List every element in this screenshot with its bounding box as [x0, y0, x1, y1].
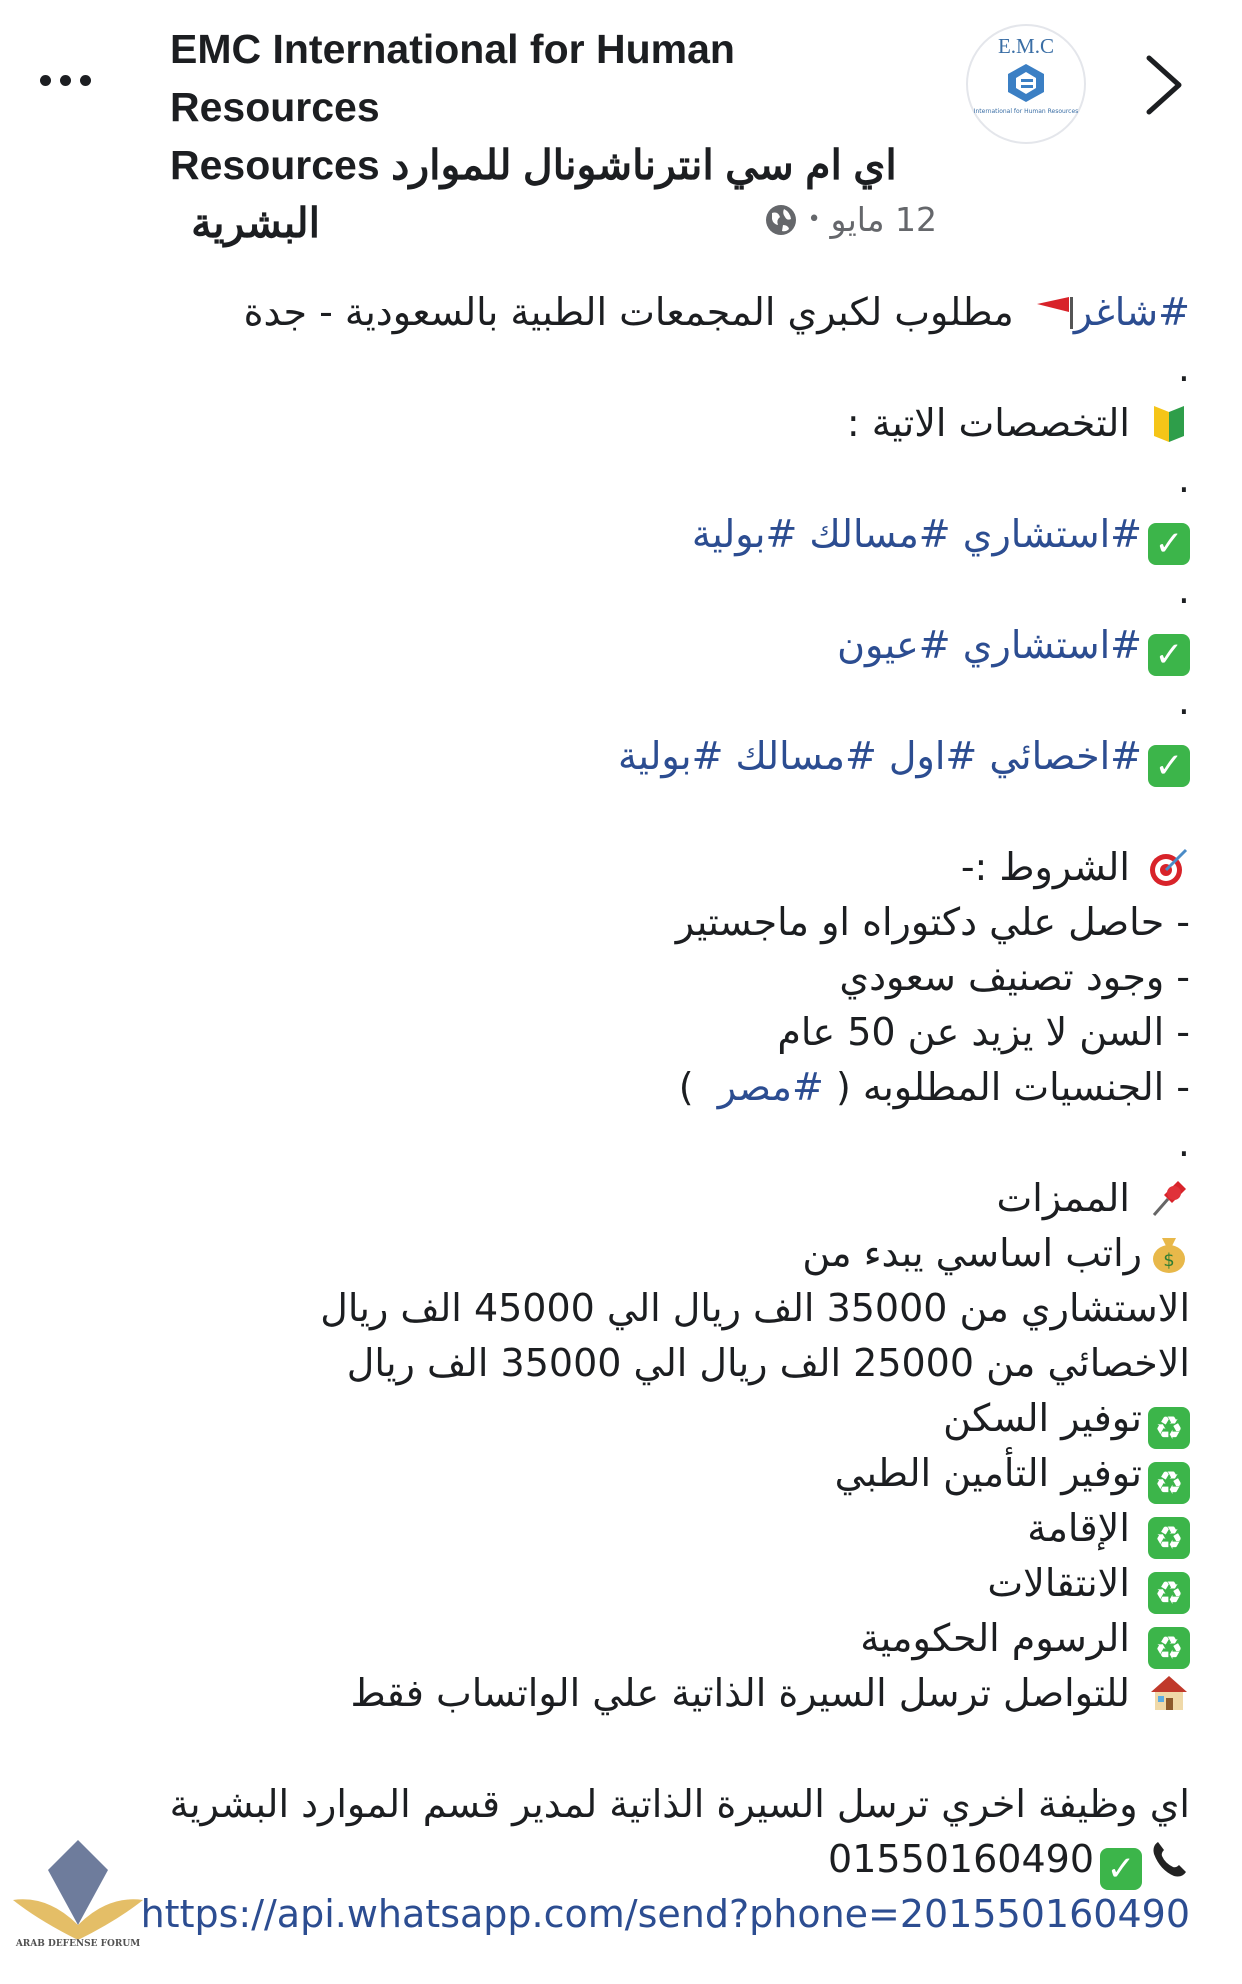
benefits-title-text: الممزات — [996, 1176, 1130, 1220]
specialty-hashtags[interactable]: #استشاري #مسالك #بولية — [691, 512, 1142, 556]
separator-dot: . — [1177, 457, 1190, 501]
salary-intro-text: راتب اساسي يبدء من — [802, 1231, 1142, 1275]
separator-dot: . — [1177, 346, 1190, 390]
pushpin-icon — [1148, 1177, 1190, 1219]
benefit-item — [80, 1501, 1190, 1556]
whatsapp-link[interactable]: https://api.whatsapp.com/send?phone=201550160490 — [140, 1892, 1190, 1936]
benefit-text: توفير التأمين الطبي — [834, 1451, 1142, 1495]
benefit-text: الإقامة — [1027, 1506, 1130, 1550]
post-title-line — [80, 285, 1190, 340]
page-name-ar-2: البشرية — [191, 200, 320, 246]
benefit-text: الرسوم الحكومية — [860, 1616, 1130, 1660]
contact-text: للتواصل ترسل السيرة الذاتية علي الواتساب فقط — [350, 1671, 1130, 1715]
chevron-right-icon[interactable] — [1135, 50, 1195, 120]
globe-icon — [764, 203, 798, 237]
specialty-2 — [80, 618, 1190, 673]
phone-icon — [1148, 1838, 1190, 1880]
hashtag-link[interactable]: #مصر — [717, 1065, 824, 1109]
recycle-icon: ♻ — [1148, 1407, 1190, 1449]
post-header — [0, 0, 1242, 260]
other-job-text: اي وظيفة اخري ترسل السيرة الذاتية لمدير قسم الموارد البشرية — [169, 1782, 1190, 1826]
post-meta: 12 مايو • — [764, 200, 937, 239]
benefit-item — [80, 1391, 1190, 1446]
page-avatar[interactable] — [966, 24, 1086, 144]
target-icon — [1148, 846, 1190, 888]
watermark-text: ARAB DEFENSE FORUM — [15, 1939, 141, 1949]
phone-number[interactable]: 01550160490 — [828, 1837, 1094, 1881]
post-body — [80, 285, 1190, 1942]
watermark-logo — [8, 1830, 148, 1980]
phone-line — [80, 1832, 1190, 1887]
recycle-icon: ♻ — [1148, 1572, 1190, 1614]
check-mark-icon: ✓ — [1148, 634, 1190, 676]
condition-item: - حاصل علي دكتوراه او ماجستير — [675, 900, 1190, 944]
house-icon — [1148, 1672, 1190, 1714]
more-dots-icon[interactable] — [40, 60, 110, 100]
money-bag-icon — [1148, 1232, 1190, 1274]
page-name[interactable]: EMC International for Human Resources Resources اي ام سي انترناشونال للموارد البشرية — [170, 20, 940, 252]
benefit-item — [80, 1446, 1190, 1501]
check-mark-icon: ✓ — [1148, 745, 1190, 787]
whatsapp-line — [80, 1887, 1190, 1942]
specialty-1 — [80, 507, 1190, 562]
benefit-item — [80, 1611, 1190, 1666]
check-mark-icon: ✓ — [1148, 523, 1190, 565]
cube-logo-icon — [1006, 62, 1046, 104]
conditions-title — [80, 840, 1190, 895]
post-date[interactable]: 12 مايو — [830, 200, 937, 239]
logo-subtitle: International for Human Resources — [973, 108, 1079, 115]
logo-abbr: E.M.C — [997, 34, 1054, 58]
recycle-icon: ♻ — [1148, 1627, 1190, 1669]
contact-line — [80, 1666, 1190, 1721]
specialty-hashtags[interactable]: #اخصائي #اول #مسالك #بولية — [617, 734, 1142, 778]
salary-intro — [80, 1226, 1190, 1281]
separator-dot: . — [1177, 679, 1190, 723]
benefit-item — [80, 1556, 1190, 1611]
recycle-icon: ♻ — [1148, 1462, 1190, 1504]
specialties-title — [80, 396, 1190, 451]
conditions-title-text: الشروط :- — [960, 845, 1130, 889]
benefits-title — [80, 1171, 1190, 1226]
check-mark-icon: ✓ — [1100, 1848, 1142, 1890]
beginner-badge-icon — [1148, 402, 1190, 444]
condition-item: - وجود تصنيف سعودي — [839, 955, 1190, 999]
page-name-en: EMC International for Human Resources — [170, 26, 735, 130]
page-name-ar-1: اي ام سي انترناشونال للموارد — [391, 142, 897, 188]
benefit-text: توفير السكن — [943, 1396, 1142, 1440]
condition-item: - السن لا يزيد عن 50 عام — [777, 1010, 1190, 1054]
salary-specialist: الاخصائي من 25000 الف ريال الي 35000 الف ريال — [346, 1341, 1190, 1385]
specialty-hashtags[interactable]: #استشاري #عيون — [837, 623, 1142, 667]
separator-dot: . — [1177, 1121, 1190, 1165]
svg-text:$: $ — [1163, 1250, 1175, 1271]
post-title-text: مطلوب لكبري المجمعات الطبية بالسعودية - جدة — [243, 290, 1014, 334]
specialty-3 — [80, 729, 1190, 784]
hashtag-link[interactable]: #شاغر — [1073, 290, 1190, 334]
condition-close-paren: ) — [678, 1065, 694, 1109]
specialties-title-text: التخصصات الاتية : — [846, 401, 1130, 445]
salary-consultant: الاستشاري من 35000 الف ريال الي 45000 الف ريال — [320, 1286, 1190, 1330]
condition-nationality-text: - الجنسيات المطلوبه ( — [835, 1065, 1190, 1109]
condition-item — [80, 1060, 1190, 1115]
benefit-text: الانتقالات — [987, 1561, 1130, 1605]
red-flag-icon — [1032, 291, 1074, 333]
separator-dot: . — [1177, 568, 1190, 612]
recycle-icon: ♻ — [1148, 1517, 1190, 1559]
